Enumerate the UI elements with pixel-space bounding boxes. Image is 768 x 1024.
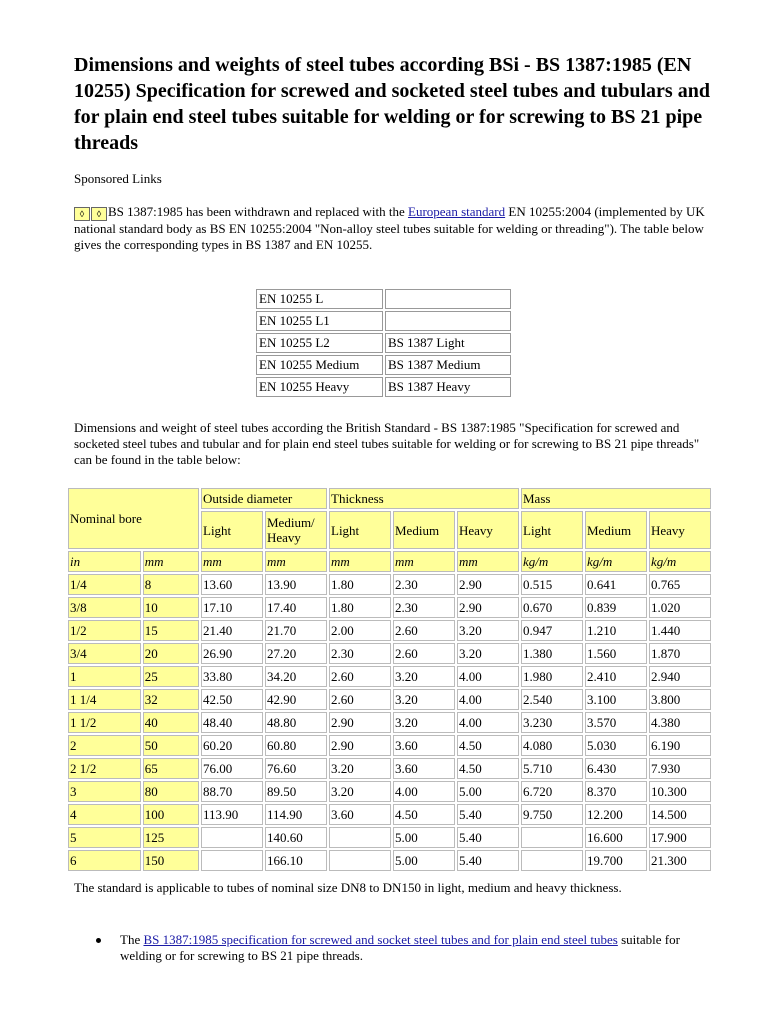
value-cell: 2.90 [329,735,391,756]
value-cell: 3.20 [329,758,391,779]
unit-cell: mm [329,551,391,572]
intro-text-rest: EN 10255:2004 (implemented by UK national standard body as BS EN 10255:2004 "Non-alloy steel tubes suitable for welding or threading"). The table below gives the corresponding types in BS 1387 and EN 10255. [74,204,705,252]
value-cell: 1.210 [585,620,647,641]
en-type-cell: EN 10255 L [256,289,383,309]
nominal-in-cell: 1 1/4 [68,689,141,710]
correspondence-row [256,377,511,397]
value-cell: 1.870 [649,643,711,664]
nominal-in-cell: 5 [68,827,141,848]
nominal-mm-cell: 100 [143,804,199,825]
value-cell: 1.020 [649,597,711,618]
nominal-in-cell: 1/2 [68,620,141,641]
value-cell: 3.230 [521,712,583,733]
value-cell: 5.710 [521,758,583,779]
description-paragraph: Dimensions and weight of steel tubes according the British Standard - BS 1387:1985 "Specification for screwed and socketed steel tubes and tubular and for plain end steel tubes suitable for welding or for screwing to BS 21 pipe threads" can be found in the table below: [74,420,700,467]
value-cell: 19.700 [585,850,647,871]
value-cell: 26.90 [201,643,263,664]
header-thickness: Thickness [329,488,519,509]
nominal-mm-cell: 8 [143,574,199,595]
value-cell: 0.839 [585,597,647,618]
value-cell [521,850,583,871]
unit-cell: kg/m [649,551,711,572]
header-mass-light: Light [521,511,583,549]
table-row [68,850,711,871]
value-cell: 13.90 [265,574,327,595]
value-cell: 76.60 [265,758,327,779]
value-cell: 17.40 [265,597,327,618]
value-cell: 2.90 [457,574,519,595]
value-cell: 3.20 [457,620,519,641]
value-cell: 6.430 [585,758,647,779]
bs-type-cell: BS 1387 Medium [385,355,511,375]
value-cell: 13.60 [201,574,263,595]
value-cell: 114.90 [265,804,327,825]
value-cell: 3.570 [585,712,647,733]
value-cell: 4.50 [457,735,519,756]
value-cell: 3.100 [585,689,647,710]
value-cell: 5.00 [457,781,519,802]
bs-1387-spec-link[interactable]: BS 1387:1985 specification for screwed and socket steel tubes and for plain end steel tubes [143,932,618,947]
bullet-dot [96,938,101,943]
table-row [68,712,711,733]
value-cell: 60.80 [265,735,327,756]
value-cell: 5.40 [457,827,519,848]
nominal-in-cell: 1 1/2 [68,712,141,733]
value-cell: 113.90 [201,804,263,825]
header-thk-heavy: Heavy [457,511,519,549]
value-cell: 2.30 [329,643,391,664]
value-cell: 3.20 [393,689,455,710]
value-cell: 1.80 [329,574,391,595]
nominal-mm-cell: 125 [143,827,199,848]
table-row [68,620,711,641]
value-cell: 2.410 [585,666,647,687]
value-cell [521,827,583,848]
nominal-in-cell: 2 1/2 [68,758,141,779]
value-cell: 4.00 [457,689,519,710]
value-cell [201,850,263,871]
nominal-mm-cell: 32 [143,689,199,710]
bullet-item [100,932,700,964]
intro-text: BS 1387:1985 has been withdrawn and replaced with the [108,204,409,219]
value-cell: 21.40 [201,620,263,641]
bs-type-cell: BS 1387 Heavy [385,377,511,397]
nominal-in-cell: 4 [68,804,141,825]
header-od-medheavy: Medium/ Heavy [265,511,327,549]
intro-paragraph [74,204,734,253]
value-cell: 42.50 [201,689,263,710]
value-cell: 88.70 [201,781,263,802]
value-cell [329,827,391,848]
value-cell: 17.10 [201,597,263,618]
value-cell: 17.900 [649,827,711,848]
nominal-in-cell: 3/4 [68,643,141,664]
unit-cell: in [68,551,141,572]
table-row [68,781,711,802]
nominal-mm-cell: 15 [143,620,199,641]
value-cell: 4.380 [649,712,711,733]
value-cell: 5.40 [457,850,519,871]
nominal-mm-cell: 80 [143,781,199,802]
header-outside-diameter: Outside diameter [201,488,327,509]
en-type-cell: EN 10255 L1 [256,311,383,331]
value-cell: 42.90 [265,689,327,710]
value-cell: 6.190 [649,735,711,756]
ad-icon[interactable]: ◊ [74,207,90,221]
value-cell: 9.750 [521,804,583,825]
nominal-in-cell: 1/4 [68,574,141,595]
table-row [68,597,711,618]
nominal-mm-cell: 25 [143,666,199,687]
value-cell: 0.947 [521,620,583,641]
value-cell: 89.50 [265,781,327,802]
value-cell: 140.60 [265,827,327,848]
bs-type-cell: BS 1387 Light [385,333,511,353]
value-cell: 2.00 [329,620,391,641]
en-type-cell: EN 10255 Medium [256,355,383,375]
value-cell: 14.500 [649,804,711,825]
value-cell: 3.60 [329,804,391,825]
nominal-in-cell: 2 [68,735,141,756]
nominal-mm-cell: 50 [143,735,199,756]
value-cell [201,827,263,848]
value-cell: 2.60 [329,666,391,687]
european-standard-link[interactable]: European standard [408,204,506,219]
value-cell: 0.765 [649,574,711,595]
table-row [68,758,711,779]
value-cell: 6.720 [521,781,583,802]
value-cell: 4.00 [457,666,519,687]
value-cell: 21.300 [649,850,711,871]
value-cell: 2.60 [393,643,455,664]
value-cell: 1.440 [649,620,711,641]
en-type-cell: EN 10255 Heavy [256,377,383,397]
value-cell: 2.540 [521,689,583,710]
value-cell: 1.560 [585,643,647,664]
value-cell: 8.370 [585,781,647,802]
nominal-mm-cell: 40 [143,712,199,733]
value-cell: 34.20 [265,666,327,687]
unit-cell: kg/m [521,551,583,572]
value-cell: 33.80 [201,666,263,687]
correspondence-table [254,287,513,399]
standard-note: The standard is applicable to tubes of nominal size DN8 to DN150 in light, medium and heavy thickness. [74,880,622,895]
value-cell: 5.030 [585,735,647,756]
value-cell: 7.930 [649,758,711,779]
value-cell: 3.800 [649,689,711,710]
value-cell: 3.60 [393,758,455,779]
correspondence-row [256,289,511,309]
value-cell: 3.20 [329,781,391,802]
value-cell: 2.30 [393,597,455,618]
bs-type-cell [385,311,511,331]
nominal-mm-cell: 10 [143,597,199,618]
value-cell: 0.641 [585,574,647,595]
value-cell: 166.10 [265,850,327,871]
units-row [68,551,711,572]
header-thk-medium: Medium [393,511,455,549]
table-row [68,643,711,664]
value-cell: 2.60 [393,620,455,641]
value-cell: 21.70 [265,620,327,641]
value-cell: 3.20 [393,712,455,733]
value-cell: 2.940 [649,666,711,687]
value-cell: 3.20 [457,643,519,664]
table-row [68,827,711,848]
unit-cell: mm [201,551,263,572]
value-cell: 0.515 [521,574,583,595]
unit-cell: mm [457,551,519,572]
bullet-text: The [120,932,144,947]
value-cell: 27.20 [265,643,327,664]
value-cell: 1.80 [329,597,391,618]
header-mass-heavy: Heavy [649,511,711,549]
value-cell: 1.380 [521,643,583,664]
value-cell: 3.20 [393,666,455,687]
value-cell [329,850,391,871]
header-thk-light: Light [329,511,391,549]
value-cell: 5.40 [457,804,519,825]
value-cell: 10.300 [649,781,711,802]
table-row [68,666,711,687]
value-cell: 4.50 [457,758,519,779]
bullet-text-rest: suitable for welding or for screwing to BS 21 pipe threads. [120,932,680,963]
correspondence-row [256,311,511,331]
en-type-cell: EN 10255 L2 [256,333,383,353]
value-cell: 16.600 [585,827,647,848]
value-cell: 2.30 [393,574,455,595]
nominal-in-cell: 3/8 [68,597,141,618]
ad-icon[interactable]: ◊ [91,207,107,221]
value-cell: 1.980 [521,666,583,687]
unit-cell: mm [143,551,199,572]
value-cell: 60.20 [201,735,263,756]
value-cell: 5.00 [393,850,455,871]
table-row [68,735,711,756]
value-cell: 2.90 [329,712,391,733]
header-od-light: Light [201,511,263,549]
value-cell: 4.50 [393,804,455,825]
value-cell: 2.60 [329,689,391,710]
bs-type-cell [385,289,511,309]
unit-cell: mm [393,551,455,572]
nominal-mm-cell: 150 [143,850,199,871]
unit-cell: mm [265,551,327,572]
header-mass: Mass [521,488,711,509]
value-cell: 4.00 [457,712,519,733]
unit-cell: kg/m [585,551,647,572]
value-cell: 0.670 [521,597,583,618]
table-row [68,689,711,710]
value-cell: 12.200 [585,804,647,825]
dimensions-table [66,486,713,873]
page-title: Dimensions and weights of steel tubes according BSi - BS 1387:1985 (EN 10255) Specification for screwed and socketed steel tubes and tubulars and for plain end steel tubes suitable for welding or for screwing to BS 21 pipe threads [74,54,710,154]
nominal-mm-cell: 65 [143,758,199,779]
value-cell: 5.00 [393,827,455,848]
value-cell: 76.00 [201,758,263,779]
header-nominal-bore: Nominal bore [68,488,199,549]
header-mass-medium: Medium [585,511,647,549]
value-cell: 48.40 [201,712,263,733]
value-cell: 3.60 [393,735,455,756]
nominal-in-cell: 1 [68,666,141,687]
nominal-in-cell: 3 [68,781,141,802]
nominal-in-cell: 6 [68,850,141,871]
table-row [68,804,711,825]
value-cell: 2.90 [457,597,519,618]
correspondence-row [256,333,511,353]
table-row [68,574,711,595]
value-cell: 4.00 [393,781,455,802]
value-cell: 4.080 [521,735,583,756]
nominal-mm-cell: 20 [143,643,199,664]
sponsored-links-label: Sponsored Links [74,171,162,186]
value-cell: 48.80 [265,712,327,733]
correspondence-row [256,355,511,375]
